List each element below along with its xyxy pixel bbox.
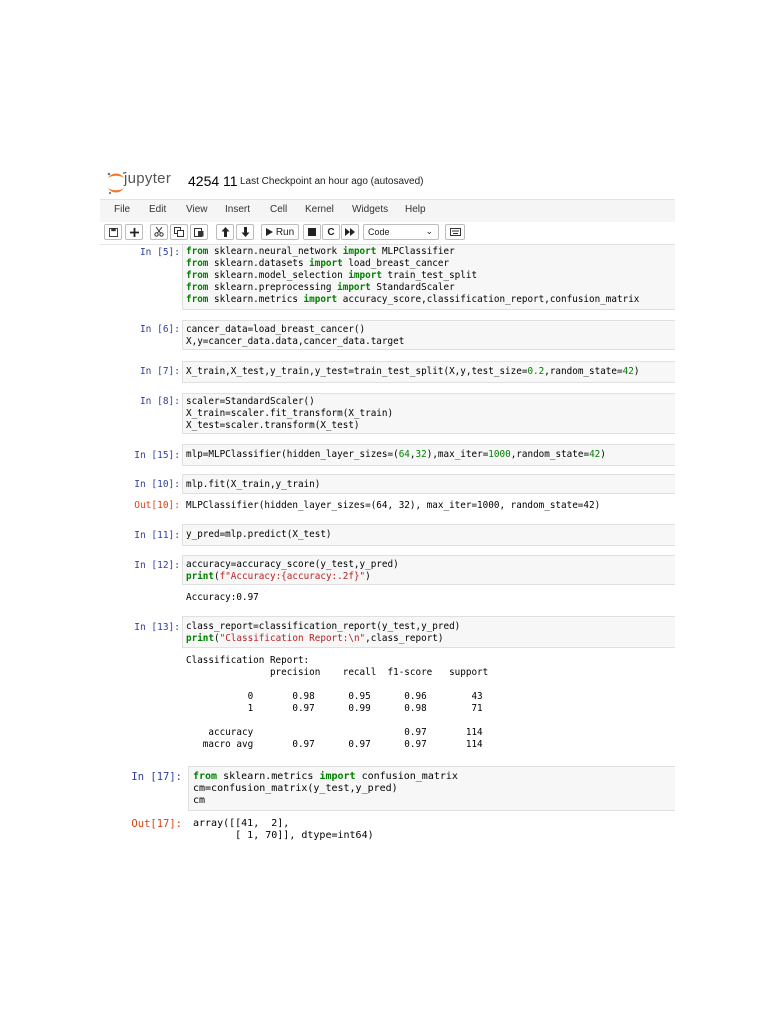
code-line: class_report=classification_report(y_test,y_pred) <box>186 621 461 632</box>
code-editor[interactable] <box>186 479 320 491</box>
input-prompt: In [11]: <box>134 530 180 541</box>
command-palette-button[interactable] <box>445 224 465 240</box>
code-line: sklearn.neural_network <box>214 246 338 257</box>
code-line: mlp.fit(X_train,y_train) <box>186 479 321 490</box>
code-editor[interactable]: class_report=classification_report(y_test,y_pred) print("Classification Report:\n",class_report) <box>186 621 461 644</box>
arrow-up-icon <box>221 227 230 237</box>
code-editor[interactable]: mlp=MLPClassifier(hidden_layer_sizes=(64,32),max_iter=1000,random_state=42) <box>186 449 606 460</box>
menu-bar <box>100 199 675 223</box>
logo-text[interactable]: jupyter <box>124 170 172 187</box>
menu-cell[interactable]: Cell <box>270 204 288 215</box>
code-line: X,y=cancer_data.data,cancer_data.target <box>186 336 405 347</box>
input-prompt: In [7]: <box>139 366 180 377</box>
input-prompt: In [10]: <box>134 479 180 490</box>
cell-type-value: Code <box>368 227 390 237</box>
cell-output: MLPClassifier(hidden_layer_sizes=(64, 32), max_iter=1000, random_state=42) <box>186 500 601 511</box>
move-down-button[interactable] <box>236 224 254 240</box>
insert-cell-button[interactable] <box>125 224 143 240</box>
chevron-down-icon: ⌄ <box>425 226 433 236</box>
notebook-name[interactable]: 4254 11 <box>188 173 238 189</box>
menu-kernel[interactable]: Kernel <box>305 204 334 215</box>
paste-button[interactable] <box>190 224 208 240</box>
output-prompt: Out[17]: <box>131 818 182 830</box>
cell-type-select[interactable] <box>363 224 439 240</box>
arrow-down-icon <box>241 227 250 237</box>
restart-button[interactable] <box>322 224 340 240</box>
menu-file[interactable]: File <box>114 204 131 215</box>
code-line: y_pred=mlp.predict(X_test) <box>186 529 332 540</box>
copy-icon <box>174 227 184 237</box>
cut-icon <box>154 227 164 237</box>
input-prompt: In [6]: <box>139 324 180 335</box>
copy-button[interactable] <box>170 224 188 240</box>
code-editor[interactable]: accuracy=accuracy_score(y_test,y_pred) print(f"Accuracy:{accuracy:.2f}") <box>186 559 399 582</box>
code-editor[interactable] <box>186 529 332 541</box>
menu-widgets[interactable]: Widgets <box>352 204 389 215</box>
plus-icon <box>130 228 139 237</box>
code-line: cancer_data=load_breast_cancer() <box>186 324 366 335</box>
checkpoint-time: an hour ago <box>314 176 368 187</box>
run-label: Run <box>275 226 295 238</box>
autosave-status: (autosaved) <box>370 176 424 187</box>
keyboard-icon <box>450 228 461 236</box>
move-up-button[interactable] <box>216 224 234 240</box>
code-editor[interactable] <box>186 324 404 348</box>
save-icon <box>109 228 118 237</box>
code-line: X_test=scaler.transform(X_test) <box>186 420 360 431</box>
restart-run-all-button[interactable] <box>341 224 359 240</box>
interrupt-button[interactable] <box>303 224 321 240</box>
toolbar <box>100 222 675 245</box>
code-line: cm <box>193 795 206 806</box>
checkpoint-status <box>240 176 423 187</box>
save-button[interactable] <box>104 224 122 240</box>
code-line: X_train=scaler.fit_transform(X_train) <box>186 408 394 419</box>
cut-button[interactable] <box>150 224 168 240</box>
code-editor[interactable]: from sklearn.neural_network import MLPClassifier from sklearn.datasets import load_breast_cancer from sklearn.model_selection import train_test_split from sklearn.preprocessing import StandardScaler from sklearn.metrics import accuracy_score,classification_report,confusion_matrix <box>186 246 640 305</box>
output-prompt: Out[10]: <box>134 500 180 511</box>
code-editor[interactable]: X_train,X_test,y_train,y_test=train_test_split(X,y,test_size=0.2,random_state=42) <box>186 366 640 377</box>
input-prompt: In [8]: <box>139 396 180 407</box>
menu-view[interactable]: View <box>186 204 208 215</box>
restart-icon: C <box>327 226 335 238</box>
menu-help[interactable]: Help <box>405 204 426 215</box>
cell-output: Classification Report: precision recall f1-score support 0 0.98 0.95 0.96 43 1 0.97 0.99 0.98 71 accuracy 0.97 114 macro avg 0.97 0.97 0.97 114 <box>186 655 489 750</box>
code-line: accuracy=accuracy_score(y_test,y_pred) <box>186 559 399 570</box>
input-prompt: In [12]: <box>134 560 180 571</box>
cell-output: array([[41, 2], [ 1, 70]], dtype=int64) <box>193 818 374 841</box>
cell-output: Accuracy:0.97 <box>186 592 259 603</box>
input-prompt: In [5]: <box>139 247 180 258</box>
notebook-header <box>100 164 675 200</box>
input-prompt: In [15]: <box>134 450 180 461</box>
menu-edit[interactable]: Edit <box>149 204 167 215</box>
checkpoint-label: Last Checkpoint <box>240 176 312 187</box>
run-button[interactable] <box>261 224 299 240</box>
fast-forward-icon <box>345 228 355 236</box>
paste-icon <box>194 227 204 237</box>
stop-icon <box>308 228 316 236</box>
input-prompt: In [17]: <box>131 771 182 783</box>
input-prompt: In [13]: <box>134 622 180 633</box>
code-line: cm=confusion_matrix(y_test,y_pred) <box>193 783 398 794</box>
code-editor[interactable] <box>186 396 393 432</box>
play-icon <box>266 228 273 236</box>
code-line: scaler=StandardScaler() <box>186 396 315 407</box>
menu-insert[interactable]: Insert <box>225 204 251 215</box>
code-editor[interactable]: from sklearn.metrics import confusion_matrix cm=confusion_matrix(y_test,y_pred) cm <box>193 771 458 806</box>
